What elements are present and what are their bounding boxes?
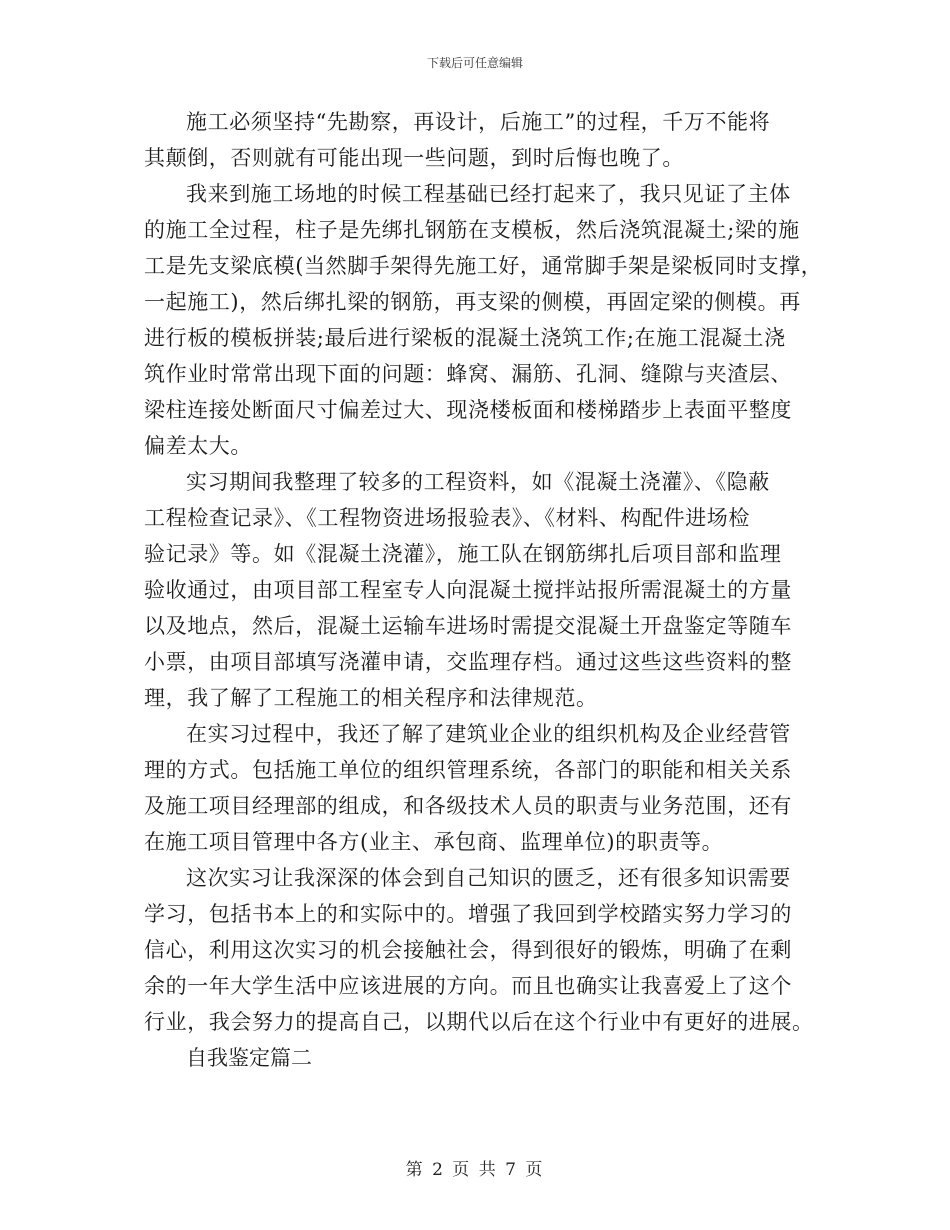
text-line: 梁柱连接处断面尺寸偏差过大、现浇楼板面和楼梯踏步上表面平整度 <box>144 398 792 422</box>
text-line: 验收通过，由项目部工程室专人向混凝土搅拌站报所需混凝土的方量 <box>144 578 792 602</box>
section-heading: 自我鉴定篇二 <box>186 1046 312 1070</box>
document-body <box>144 104 823 1076</box>
text-line: 小票，由项目部填写浇灌申请，交监理存档。通过这些这些资料的整 <box>144 650 792 674</box>
text-line: 偏差太大。 <box>144 434 252 458</box>
text-line: 信心，利用这次实习的机会接触社会，得到很好的锻炼，明确了在剩 <box>144 938 792 962</box>
text-line: 理，我了解了工程施工的相关程序和法律规范。 <box>144 686 598 710</box>
text-line: 以及地点，然后，混凝土运输车进场时需提交混凝土开盘鉴定等随车 <box>144 614 792 638</box>
page-header: 下载后可任意编辑 <box>426 56 523 70</box>
paragraph <box>144 104 814 176</box>
text-line: 学习，包括书本上的和实际中的。增强了我回到学校踏实努力学习的 <box>144 902 792 926</box>
paragraph <box>144 464 814 716</box>
text-line: 余的一年大学生活中应该进展的方向。而且也确实让我喜爱上了这个 <box>144 974 792 998</box>
page-number: 第 2 页 共 7 页 <box>405 1160 545 1180</box>
paragraph <box>144 176 823 464</box>
text-line: 这次实习让我深深的体会到自己知识的匮乏，还有很多知识需要 <box>186 866 791 890</box>
text-line: 实习期间我整理了较多的工程资料，如《混凝土浇灌》、《隐蔽 <box>186 470 770 494</box>
text-line: 理的方式。包括施工单位的组织管理系统，各部门的职能和相关关系 <box>144 758 792 782</box>
paragraph <box>144 716 814 860</box>
text-line: 验记录》等。如《混凝土浇灌》，施工队在钢筋绑扎后项目部和监理 <box>144 542 782 566</box>
text-line: 其颠倒，否则就有可能出现一些问题，到时后悔也晚了。 <box>144 146 684 170</box>
text-line: 工是先支梁底模(当然脚手架得先施工好，通常脚手架是梁板同时支撑， <box>144 254 823 278</box>
text-line: 筑作业时常常出现下面的问题：蜂窝、漏筋、孔洞、缝隙与夹渣层、 <box>144 362 792 386</box>
text-line: 在实习过程中，我还了解了建筑业企业的组织机构及企业经营管 <box>186 722 791 746</box>
text-line: 及施工项目经理部的组成，和各级技术人员的职责与业务范围，还有 <box>144 794 792 818</box>
text-line: 我来到施工场地的时候工程基础已经打起来了，我只见证了主体 <box>186 182 791 206</box>
text-line: 的施工全过程，柱子是先绑扎钢筋在支模板，然后浇筑混凝土;梁的施 <box>144 218 800 242</box>
paragraph <box>144 860 814 1040</box>
text-line: 工程检查记录》、《工程物资进场报验表》、《材料、构配件进场检 <box>144 506 750 530</box>
text-line: 一起施工)，然后绑扎梁的钢筋，再支梁的侧模，再固定梁的侧模。再 <box>144 290 801 314</box>
text-line: 在施工项目管理中各方(业主、承包商、监理单位)的职责等。 <box>144 830 724 854</box>
text-line: 行业，我会努力的提高自己，以期代以后在这个行业中有更好的进展。 <box>144 1010 814 1034</box>
text-line: 施工必须坚持“先勘察，再设计，后施工”的过程，千万不能将 <box>186 110 771 134</box>
text-line: 进行板的模板拼装;最后进行梁板的混凝土浇筑工作;在施工混凝土浇 <box>144 326 786 350</box>
